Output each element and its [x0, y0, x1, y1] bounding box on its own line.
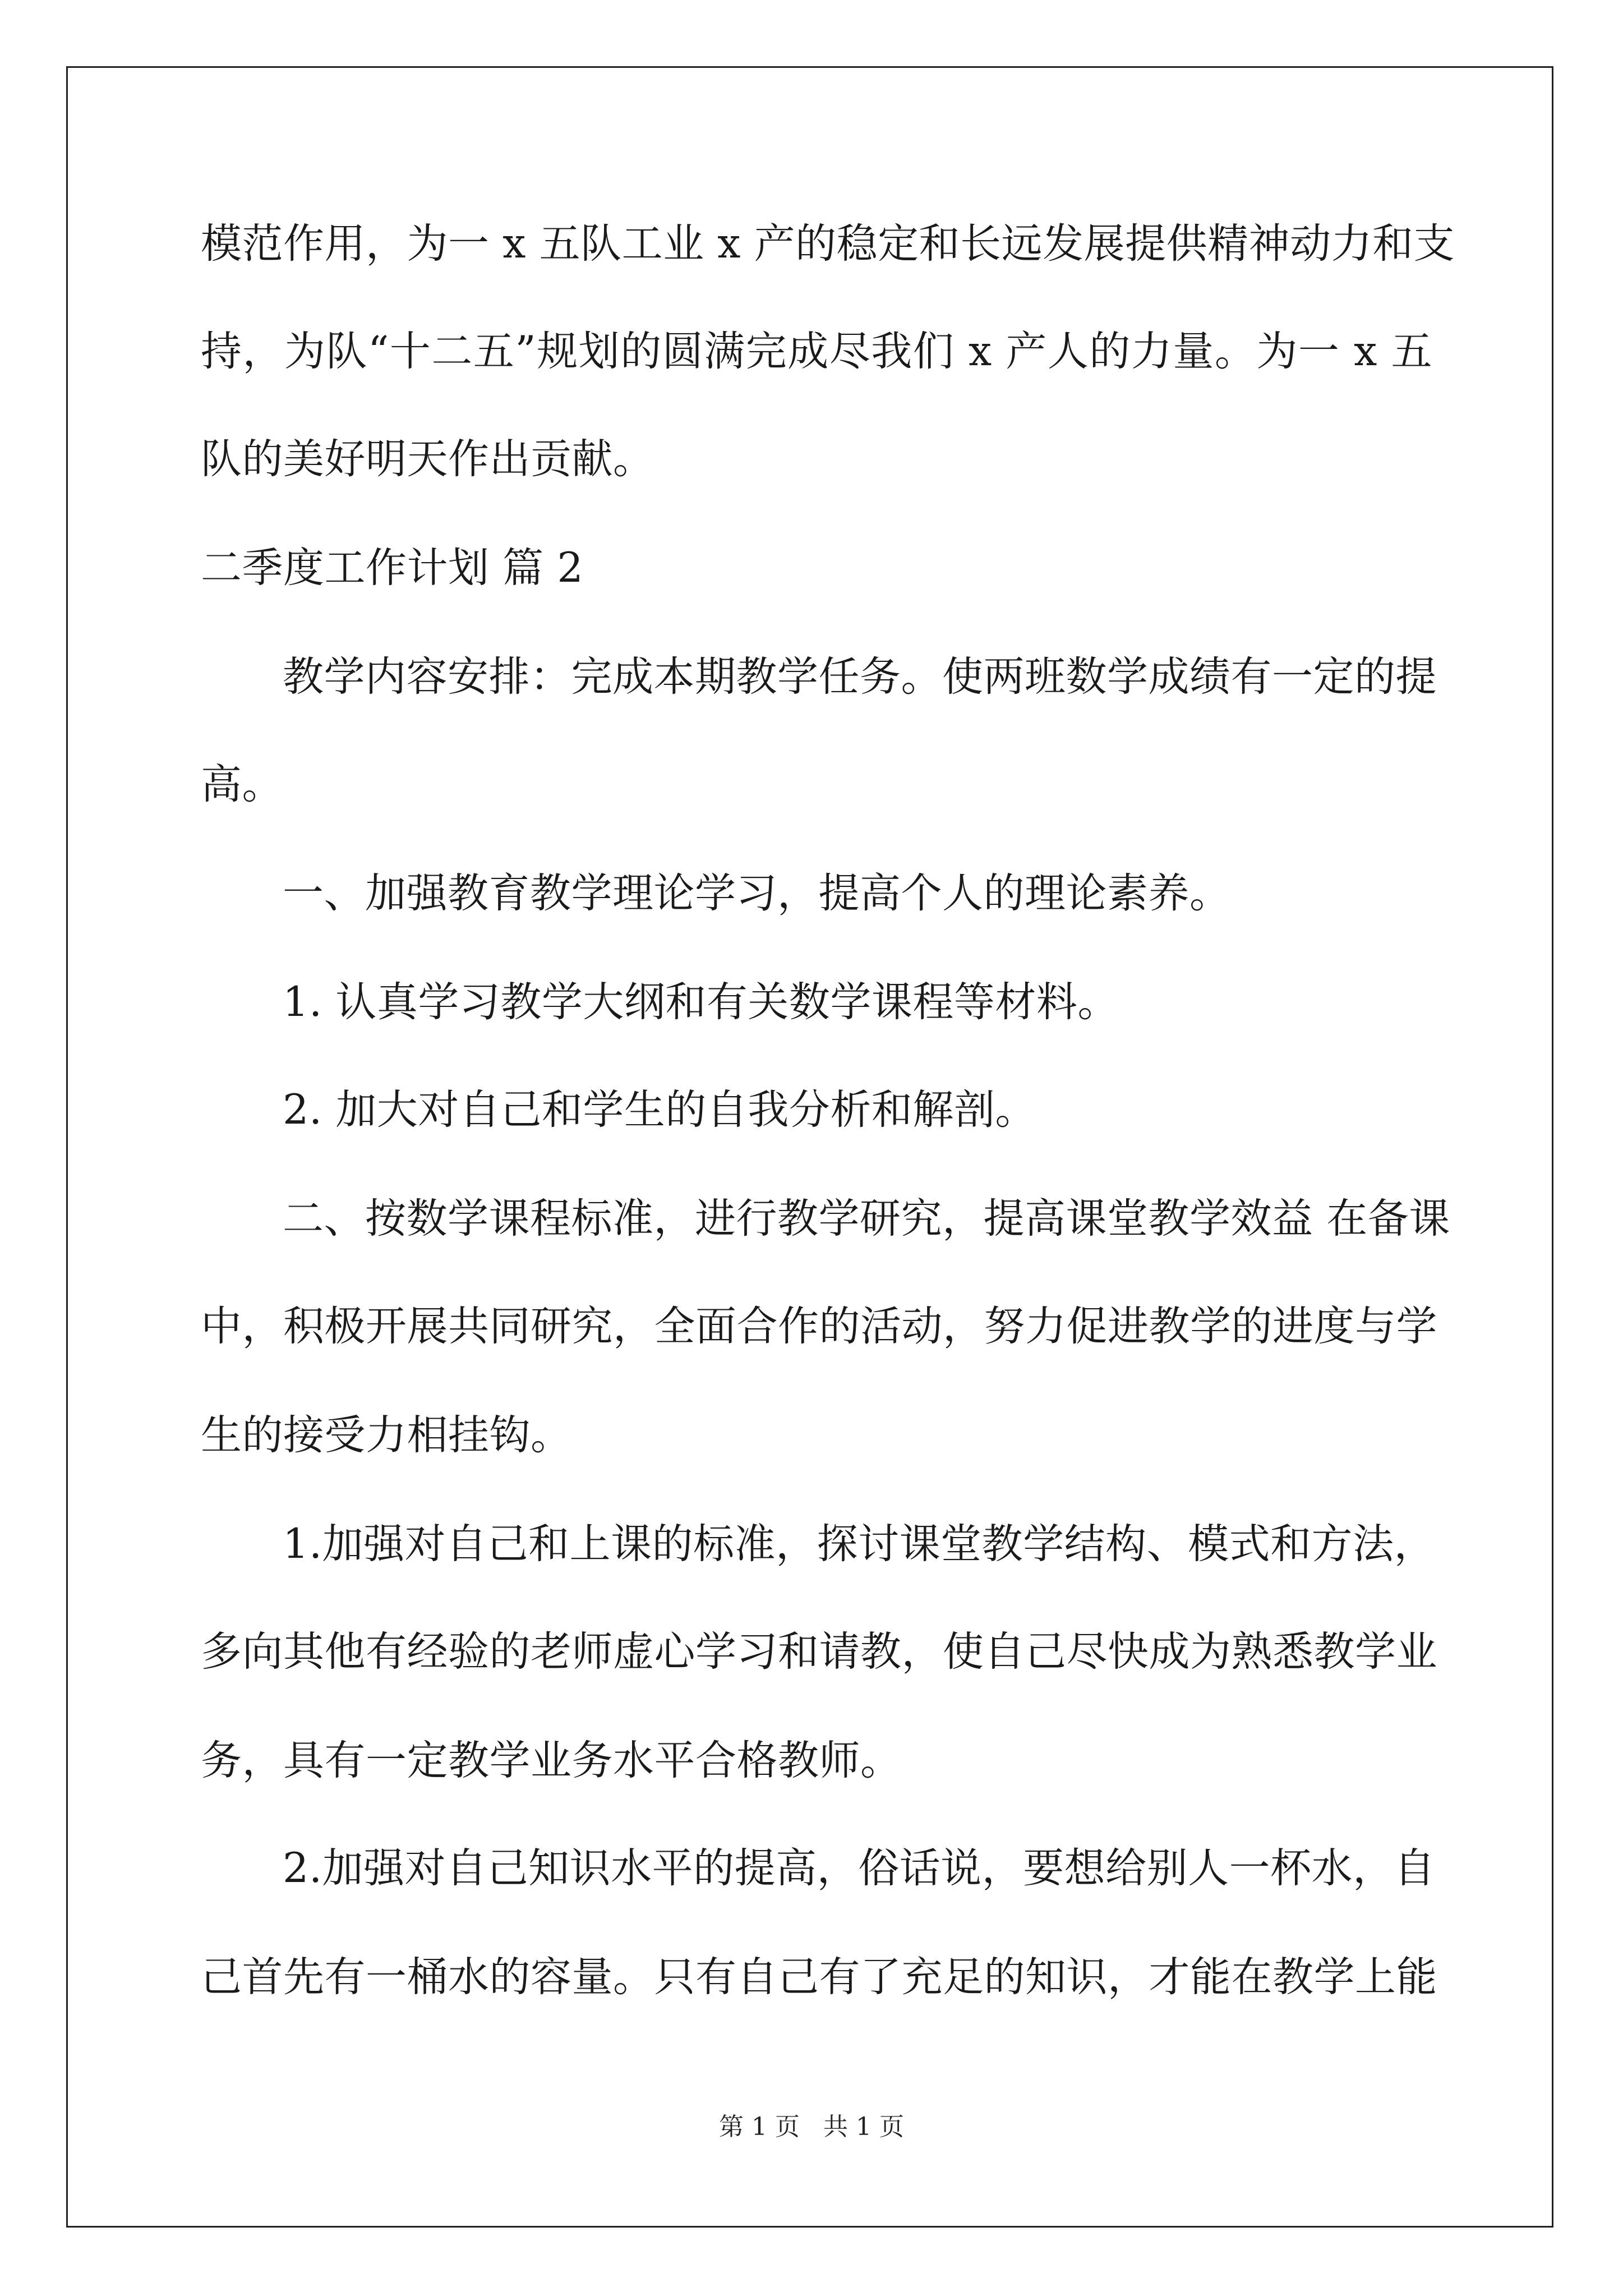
text-line: 己首先有一桶水的容量。只有自己有了充足的知识，才能在教学上能	[201, 1953, 1437, 2001]
text-line: 持，为队“十二五”规划的圆满完成尽我们 x 产人的力量。为一 x 五	[201, 328, 1432, 375]
section-heading: 二季度工作计划 篇 2	[201, 544, 584, 592]
text-line: 多向其他有经验的老师虚心学习和请教，使自己尽快成为熟悉教学业	[201, 1628, 1437, 1676]
paragraph-first-line: 二、按数学课程标准，进行教学研究，提高课堂教学效益 在备课	[283, 1195, 1450, 1243]
text-line: 模范作用，为一 x 五队工业 x 产的稳定和长远发展提供精神动力和支	[201, 220, 1455, 268]
list-item: 1. 认真学习教学大纲和有关数学课程等材料。	[283, 978, 1119, 1026]
text-line: 高。	[201, 761, 283, 808]
list-item: 2. 加大对自己和学生的自我分析和解剖。	[283, 1086, 1036, 1134]
text-line: 队的美好明天作出贡献。	[201, 435, 654, 483]
page-border	[66, 66, 1553, 2228]
paragraph-first-line: 一、加强教育教学理论学习，提高个人的理论素养。	[283, 869, 1231, 917]
paragraph-first-line: 1.加强对自己和上课的标准，探讨课堂教学结构、模式和方法，	[283, 1520, 1436, 1568]
text-line: 生的接受力相挂钩。	[201, 1411, 572, 1459]
text-line: 务，具有一定教学业务水平合格教师。	[201, 1737, 902, 1784]
paragraph-first-line: 2.加强对自己知识水平的提高，俗话说，要想给别人一杯水，自	[283, 1844, 1436, 1892]
page-number: 第 1 页 共 1 页	[719, 2113, 904, 2141]
text-line: 中，积极开展共同研究，全面合作的活动，努力促进教学的进度与学	[201, 1303, 1437, 1350]
paragraph-first-line: 教学内容安排：完成本期教学任务。使两班数学成绩有一定的提	[283, 653, 1437, 701]
